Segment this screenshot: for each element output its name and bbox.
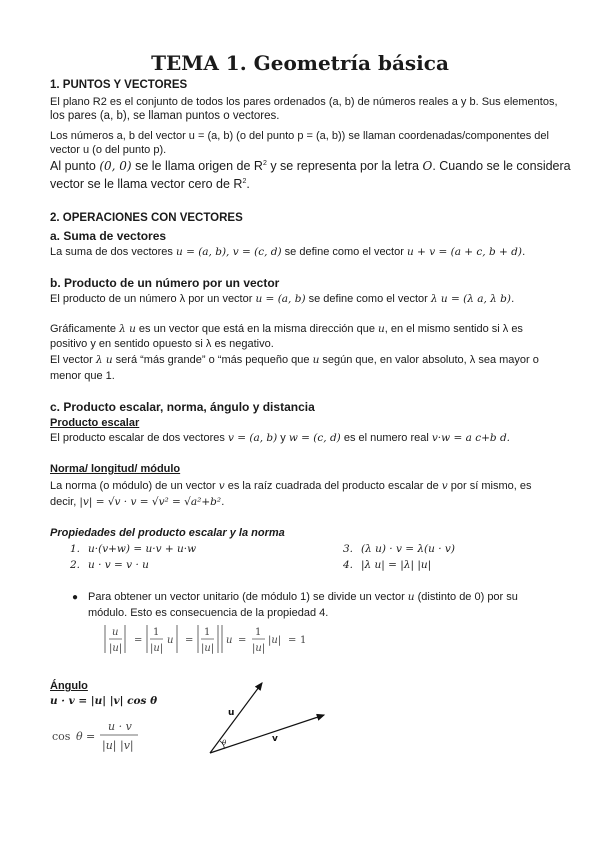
svg-text:=: =: [134, 635, 143, 646]
s2c-line-3: [50, 496, 224, 508]
s1-line-3: Los números a, b del vector u = (a, b) (o del punto p = (a, b)) se llaman coordenadas/componentes del: [50, 130, 549, 142]
s2b-line-3: positivo y en sentido opuesto si λ es negativo.: [50, 338, 274, 350]
bullet-l1a: Para obtener un vector unitario (de módulo 1) se divide un vector: [88, 591, 408, 603]
property-3: (λ u) · v = λ(u · v): [361, 543, 455, 555]
s1-line-6: [50, 177, 250, 191]
vector-u-label: u: [228, 708, 235, 718]
properties-heading: Propiedades del producto escalar y la norma: [50, 527, 285, 539]
subsection-a-heading: a. Suma de vectores: [50, 229, 167, 243]
bullet-l1b: u: [407, 591, 415, 603]
s2b-l2e: , en el mismo sentido si λ es: [384, 323, 523, 335]
subsection-b-heading: b. Producto de un número por un vector: [50, 276, 280, 290]
svg-text:=: =: [288, 635, 297, 646]
vector-v-arrow: [210, 715, 324, 753]
s2c-l2a: La norma (o módulo) de un vector: [50, 480, 219, 492]
norm-subheading: Norma/ longitud/ módulo: [50, 463, 181, 475]
angle-subheading: Ángulo: [50, 680, 88, 692]
section-2-heading: 2. OPERACIONES CON VECTORES: [50, 212, 243, 224]
svg-text:|u|: |u|: [109, 643, 123, 654]
svg-text:=: =: [185, 635, 194, 646]
svg-text:u: u: [226, 635, 233, 646]
property-4: |λ u| = |λ| |u|: [361, 559, 432, 571]
s2c-l1b: v = (a, b): [227, 432, 278, 444]
svg-text:1: 1: [300, 635, 307, 646]
bullet-line-1: [88, 591, 518, 603]
s2b-l4b: λ u: [95, 354, 113, 366]
s1-l5e: y se representa por la letra: [266, 159, 423, 173]
s2a-line-1: [50, 246, 525, 258]
svg-text:u: u: [112, 627, 119, 638]
property-1: u·(v+w) = u·v + u·w: [88, 543, 197, 555]
s1-line-2: los pares (a, b), se llaman puntos o vectores.: [50, 110, 280, 122]
s2c-l2b: v: [218, 480, 225, 492]
s2b-l1c: se define como el vector: [305, 293, 431, 305]
s2c-line-1: [50, 432, 510, 444]
s1-l6b: 2: [242, 177, 247, 185]
svg-text:1: 1: [204, 627, 211, 638]
s1-line-5: [50, 159, 571, 173]
s2a-l1c: se define como el vector: [281, 246, 407, 258]
s2b-line-5: menor que 1.: [50, 370, 115, 382]
section-1-heading: 1. PUNTOS Y VECTORES: [50, 79, 188, 91]
s2b-l4d: u: [312, 354, 320, 366]
s1-l5a: Al punto: [50, 159, 100, 173]
property-4-number: 4.: [343, 559, 354, 571]
svg-text:cos: cos: [52, 730, 71, 743]
svg-text:|u|: |u|: [201, 643, 215, 654]
subsection-c-heading: c. Producto escalar, norma, ángulo y distancia: [50, 400, 315, 414]
s2b-l1b: u = (a, b): [255, 293, 306, 305]
s1-l6a: vector se le llama vector cero de R: [50, 177, 243, 191]
svg-text:1: 1: [153, 627, 160, 638]
angle-definition: u · v = |u| |v| cos θ: [50, 695, 158, 707]
s2b-line-4: [50, 354, 539, 366]
s2c-l1c: y: [277, 432, 289, 444]
svg-text:u: u: [167, 635, 174, 646]
vector-v-label: v: [272, 734, 278, 744]
svg-text:θ: θ: [76, 730, 83, 743]
s2a-l1a: La suma de dos vectores: [50, 246, 176, 258]
svg-text:1: 1: [255, 627, 262, 638]
s1-l5f: O: [422, 159, 433, 173]
svg-text:|u|: |u|: [150, 643, 164, 654]
s2c-l1f: v·w = a c+b d.: [431, 432, 510, 444]
property-1-number: 1.: [70, 543, 81, 555]
cosine-formula: [52, 718, 142, 754]
s1-l5g: . Cuando se le considera: [432, 159, 571, 173]
norm-formula: |v| = √v · v = √v² = √a²+b².: [79, 496, 225, 508]
s1-l5c: se le llama origen de R: [131, 159, 263, 173]
vector-u-arrow: [210, 683, 262, 753]
bullet-dot: ●: [72, 592, 79, 603]
s2b-l4e: según que, en valor absoluto, λ sea mayor o: [319, 354, 539, 366]
s1-l5d: 2: [262, 159, 267, 167]
property-2-number: 2.: [70, 559, 81, 571]
s2b-l4c: será “más grande” o “más pequeño que: [112, 354, 313, 366]
s2b-l1a: El producto de un número λ por un vector: [50, 293, 256, 305]
s2b-l1d: λ u = (λ a, λ b).: [430, 293, 515, 305]
angle-diagram: [200, 675, 330, 760]
s2c-l1d: w = (c, d): [288, 432, 341, 444]
svg-text:u · v: u · v: [108, 720, 132, 733]
theta-label: θ: [222, 739, 227, 747]
bullet-l1c: (distinto de 0) por su: [414, 591, 518, 603]
s1-line-4: vector u (o del punto p).: [50, 144, 167, 156]
scalar-product-subheading: Producto escalar: [50, 417, 140, 429]
unit-vector-formula: [100, 622, 315, 656]
s2a-l1d: u + v = (a + c, b + d).: [406, 246, 526, 258]
bullet-line-2: módulo. Esto es consecuencia de la propiedad 4.: [88, 607, 329, 619]
s2b-l2c: es un vector que está en la misma dirección que: [135, 323, 378, 335]
s2b-line-2: [50, 323, 523, 335]
svg-text:|u|: |u|: [268, 635, 282, 646]
s2c-line-2: [50, 480, 531, 492]
property-3-number: 3.: [343, 543, 354, 555]
s2b-l2d: u: [378, 323, 385, 335]
property-2: u · v = v · u: [88, 559, 149, 571]
s2c-l3a: decir,: [50, 496, 80, 508]
s1-l6c: .: [246, 177, 250, 191]
s2b-l2a: Gráficamente: [50, 323, 120, 335]
s2b-l2b: λ u: [119, 323, 136, 335]
s2c-l1e: es el numero real: [340, 432, 432, 444]
svg-text:=: =: [238, 635, 247, 646]
s2b-line-1: [50, 293, 514, 305]
s2c-l1a: El producto escalar de dos vectores: [50, 432, 228, 444]
s1-l5b: (0, 0): [99, 159, 132, 173]
s2c-l2c: es la raíz cuadrada del producto escalar de: [224, 480, 442, 492]
s2c-l2e: por sí mismo, es: [447, 480, 532, 492]
svg-text:|u|: |u|: [252, 643, 266, 654]
svg-text:|u| |v|: |u| |v|: [102, 739, 134, 752]
s2c-l2d: v: [441, 480, 448, 492]
s1-line-1: El plano R2 es el conjunto de todos los pares ordenados (a, b) de números reales a y b. Sus elementos,: [50, 96, 558, 108]
s2b-l4a: El vector: [50, 354, 96, 366]
page-title: TEMA 1. Geometría básica: [151, 51, 449, 75]
svg-text:=: =: [86, 730, 96, 743]
s2a-l1b: u = (a, b), v = (c, d): [175, 246, 282, 258]
